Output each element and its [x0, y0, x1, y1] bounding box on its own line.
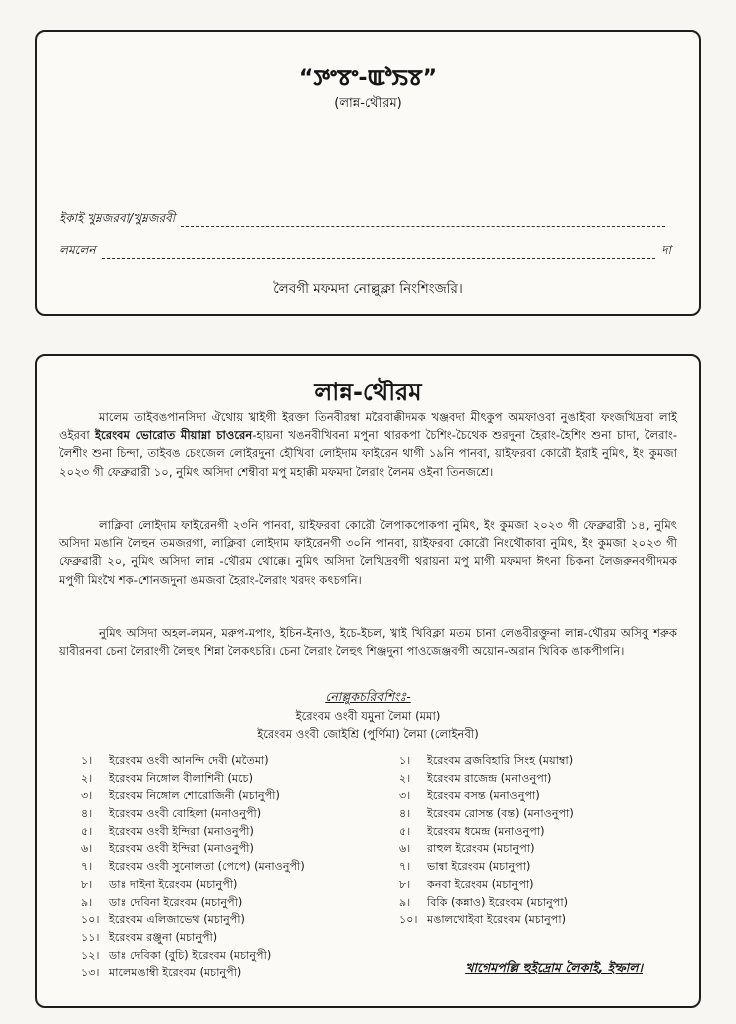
- host-primary-2: ইরেংবম ওংবী জোইশ্রি (পুর্ণিমা) লৈমা (লোইনবী): [257, 727, 479, 741]
- host-list-name: ইরেংবম নিঙ্গোল শোরোজিনী (মচানুপী): [109, 789, 280, 803]
- host-list-number: ৭।: [399, 860, 411, 874]
- invitee-name-blank-line: [181, 225, 665, 227]
- invitee-name-field: [59, 210, 671, 230]
- card-title: “ꯇꯦꯕꯦ-ꯑꯣꯏꯕ”: [298, 66, 438, 91]
- host-list-item: [81, 770, 305, 788]
- deceased-name: ইরেংবম ভোরোত মীয়াম্না চাওরেন: [95, 428, 253, 443]
- notice-title: লান্ন-থৌরম: [314, 378, 422, 406]
- host-list-item: [81, 805, 305, 823]
- hosts-heading: নোল্লুকচরিবশিংঃ-: [325, 689, 411, 704]
- host-list-number: ২।: [399, 771, 411, 785]
- host-list-name: ডাঃ দেবিকা (বুচি) ইরেংবম (মচানুপী): [109, 948, 272, 962]
- date-label: লমলেন: [59, 243, 96, 257]
- paragraph-1-body: -হায়না খঙনবীখিবনা মপুনা থারকপা চৈশিং-চৈথেক শুরদুনা হৈরাং-হৈশিং শুনা চাদা, লৈরাং-লৈশীং শুনা চিন্দা, তাইবঙ চেংজেল লোইরদুনা হৌখিবা লোইদাম ফাইরেন থাগী ১৯নি পানবা, য়াইফরবা কোরৌ ইরাই নুমিৎ, ইং কুমজা ২০২৩ গী ফেব্রুৱারী ১০, নুমিৎ অসিদা শেম্বীবা মপু মহাক্কী মফমদা লৈরাং লৈনম ওইনা তিনজশ্রে।: [59, 428, 678, 479]
- card-subtitle: (লান্ন-থৌরম): [334, 96, 402, 111]
- host-list-number: ৪।: [399, 807, 411, 821]
- host-list-item: [81, 858, 305, 876]
- host-list-item: [399, 823, 574, 841]
- host-list-name: ইরেংবম ধমেন্দ্র (মনাওনুপা): [427, 824, 545, 838]
- date-blank-line: [102, 257, 656, 259]
- host-list-item: [81, 823, 305, 841]
- notice-card: [35, 354, 701, 1008]
- host-list-name: ইরেংবম রঞ্জুনা (মচানুপী): [109, 930, 218, 944]
- host-list-number: ৮।: [81, 877, 93, 891]
- host-list-number: ৯।: [399, 895, 411, 909]
- host-list-number: ৬।: [399, 842, 411, 856]
- host-list-number: ৫।: [399, 824, 411, 838]
- host-list-name: ইরেংবম ওংবী আনন্দি দেবী (মতৈমা): [109, 754, 269, 767]
- notice-paragraph-2: লাক্লিবা লোইদাম ফাইরেনগী ২৩নি পানবা, য়াইফরবা কোরৌ লৈপাকপোকপা নুমিৎ, ইং কুমজা ২০২৩ গী ফেব্রুৱারী ১৪, নুমিৎ অসিদা মঙানি লৈহুন তমজরগা, লাক্লিবা লোইদাম ফাইরেনগী ৩০নি পানবা, য়াইফরবা কোরৌ নিংথৌকাবা নুমিৎ, ইং কুমজা ২০২৩ গী ফেব্রুৱারী ২০, নুমিৎ অসিদা লান্ন -থৌরম থোক্কে। নুমিৎ অসিদা লৈখিদ্রবগী থরায়না মপু মাগী মফমদা ঈৎনা চিকনা লৈজরুনবগীদমক মপুগী মিংখৈ শক-শোনজদুনা ঙমজবা হৈরাং-লৈরাং খরদং কৎচগনি।: [59, 518, 677, 587]
- host-list-name: ইরেংবম ব্রজবিহারি সিংহ (ময়াম্বা): [427, 754, 574, 767]
- host-list-number: ২।: [81, 771, 93, 785]
- host-list-item: [81, 964, 305, 982]
- host-list-number: ১০।: [81, 913, 100, 927]
- host-list-item: [399, 858, 574, 876]
- host-list-item: [81, 911, 305, 929]
- host-list-number: ৭।: [81, 860, 93, 874]
- paragraph-1-intro: মালেম তাইবঙপানসিদা ঐথোয় খ্বাইগী ইরক্তা তিনবীরম্বা মরৈবাক্কীদমক খঞ্জবদা মীৎকুপ অমফাওবা নুঙাইবা ফংজখিদ্রবা লাই ওইরবা: [59, 410, 677, 443]
- hosts-list-right: [399, 752, 574, 929]
- host-list-item: [81, 787, 305, 805]
- host-list-name: ডাঃ দাইনা ইরেংবম (মচানুপী): [109, 877, 238, 891]
- host-list-item: [81, 876, 305, 894]
- host-list-name: কনবা ইরেংবম (মচানুপা): [427, 877, 534, 891]
- notice-paragraph-3: নুমিৎ অসিদা অহল-লমন, মরুপ-মপাং, ইচিন-ইনাও, ইচে-ইচল, খ্বাই খিবিক্লা মতম চানা লেঙবীরক্তুনা লান্ন-থৌরম অসিবু শরুক য়াবীরনবা চেনা লৈরাংগী লৈহুৎ শিন্না লৈকৎচরি। চেনা লৈরাং লৈহুৎ শিঞ্জদুনা পাওজেঞ্জবগী অয়োন-অরান খিবিক ঙাকপীগনি।: [59, 626, 677, 659]
- host-list-item: [399, 787, 574, 805]
- host-list-item: [399, 911, 574, 929]
- host-list-name: ইরেংবম ওংবী বোহিলা (মনাওনুপী): [109, 807, 262, 821]
- date-suffix: দা: [661, 243, 671, 257]
- host-list-item: [81, 840, 305, 858]
- host-list-item: [81, 929, 305, 947]
- host-list-name: রাহুল ইরেংবম (মচানুপা): [427, 842, 535, 856]
- invitee-name-label: ইকাই খুম্নজরবা/খুম্নজরবী: [59, 211, 176, 225]
- host-list-number: ৫।: [81, 824, 93, 838]
- host-list-item: [81, 947, 305, 965]
- host-list-name: বিকি (কন্নাও) ইরেংবম (মচানুপা): [427, 895, 569, 909]
- host-list-number: ১।: [81, 754, 93, 767]
- host-list-number: ৮।: [399, 877, 411, 891]
- host-list-name: ইরেংবম রোসন্ত (বন্ত) (মনাওনুপা): [427, 807, 574, 821]
- host-list-item: [81, 752, 305, 770]
- host-list-item: [81, 894, 305, 912]
- host-list-number: ১১।: [81, 930, 100, 944]
- host-list-number: ৩।: [81, 789, 93, 803]
- host-list-number: ৪।: [81, 807, 93, 821]
- host-list-number: ৩।: [399, 789, 411, 803]
- host-list-item: [399, 752, 574, 770]
- host-list-name: ইরেংবম এলিজাভেথ (মচানুপী): [109, 913, 245, 927]
- host-list-name: ইরেংবম ওংবী ইন্দিরা (মনাওনুপী): [109, 824, 254, 838]
- host-list-number: ১।: [399, 754, 411, 767]
- host-list-name: মালেমঙাম্বী ইরেংবম (মচানুপী): [109, 966, 242, 980]
- host-list-number: ৯।: [81, 895, 93, 909]
- host-list-name: ইরেংবম বসন্ত (মনাওনুপা): [427, 789, 540, 803]
- host-list-name: ইরেংবম ওংবী সুনোলতা (পেপে) (মনাওনুপী): [109, 860, 305, 874]
- host-list-item: [399, 840, 574, 858]
- host-list-number: ৬।: [81, 842, 93, 856]
- host-list-name: ভান্বা ইরেংবম (মচানুপা): [427, 860, 531, 874]
- host-primary-1: ইরেংবম ওংবী যমুনা লৈমা (মমা): [295, 709, 441, 723]
- notice-paragraph-1: [59, 408, 677, 481]
- host-list-item: [399, 876, 574, 894]
- host-list-name: ডাঃ দেবিনা ইরেংবম (মচানুপী): [109, 895, 243, 909]
- host-list-item: [399, 805, 574, 823]
- host-list-name: ইরেংবম ওংবী ইন্দিরা (মনাওনুপী): [109, 842, 254, 856]
- date-field: [59, 242, 671, 262]
- host-list-item: [399, 894, 574, 912]
- host-list-name: ইরেংবম রাজেন্দ্র (মনাওনুপা): [427, 771, 552, 785]
- card-footer: লৈবগী মফমদা নোল্লুক্লা নিংশিংজরি।: [273, 281, 463, 297]
- host-list-number: ১৩।: [81, 966, 100, 980]
- host-list-number: ১০।: [399, 913, 418, 927]
- host-list-item: [399, 770, 574, 788]
- host-list-number: ১২।: [81, 948, 100, 962]
- host-list-name: ইরেংবম নিঙ্গোল বীলাশিনী (মচে): [109, 771, 253, 785]
- invitation-card: [35, 30, 701, 316]
- address: খাগেমপল্লি হুইদ্রোম লৈকাই, ইম্ফাল।: [465, 960, 643, 975]
- hosts-list-left: [81, 752, 305, 982]
- host-list-name: মঙালখোইবা ইরেংবম (মচানুপা): [427, 913, 566, 927]
